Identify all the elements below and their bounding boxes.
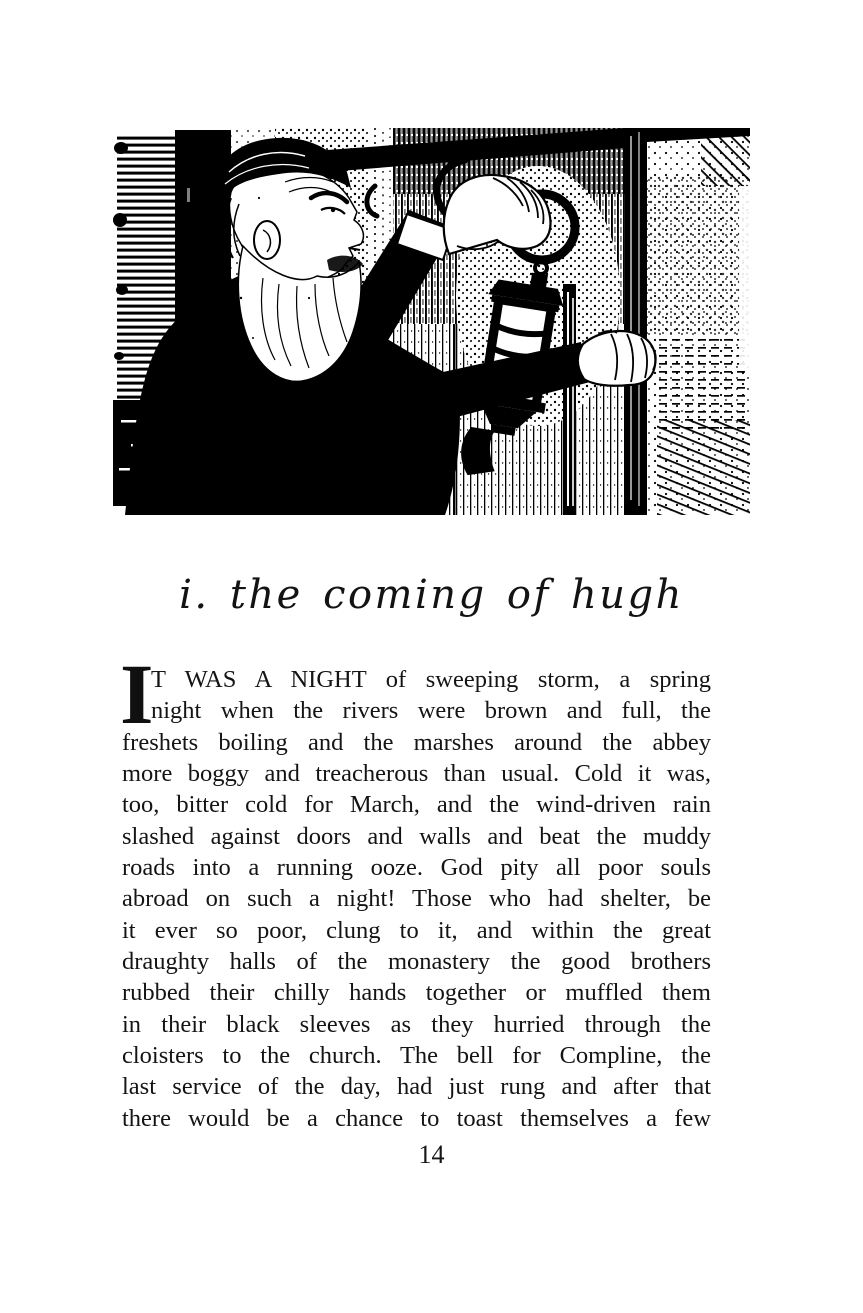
body-text-line: more boggy and treacherous than usual. Cold it was,	[122, 760, 711, 788]
stone-wall	[647, 128, 750, 515]
chapter-title: i. the coming of hugh	[179, 572, 684, 618]
body-text	[120, 646, 711, 1134]
body-text-line: there would be a chance to toast themselves a few	[122, 1104, 711, 1132]
body-text-line: T WAS A NIGHT of sweeping storm, a spring	[151, 666, 711, 693]
body-text-line: rubbed their chilly hands together or muffled them	[122, 979, 711, 1007]
body-text-line: too, bitter cold for March, and the wind-driven rain	[122, 791, 711, 819]
body-text-line: night when the rivers were brown and full, the	[151, 697, 711, 725]
body-text-line: last service of the day, had just rung and after that	[122, 1073, 711, 1101]
body-text-line: roads into a running ooze. God pity all poor souls	[122, 854, 711, 882]
body-text-line: freshets boiling and the marshes around the abbey	[122, 728, 711, 756]
door-edge	[625, 128, 647, 515]
body-text-line: draughty halls of the monastery the good brothers	[122, 948, 711, 976]
body-text-line: it ever so poor, clung to it, and within the great	[122, 916, 711, 944]
body-lines	[122, 664, 711, 1134]
monk-ear	[254, 221, 280, 259]
body-text-line: cloisters to the church. The bell for Compline, the	[122, 1042, 711, 1070]
woodcut-illustration	[113, 128, 750, 515]
page-number: 14	[418, 1140, 445, 1169]
body-text-line: abroad on such a night! Those who had shelter, be	[122, 885, 711, 913]
drop-cap: I	[120, 646, 154, 742]
body-text-line: in their black sleeves as they hurried through the	[122, 1010, 711, 1038]
body-text-line: slashed against doors and walls and beat the muddy	[122, 822, 711, 850]
